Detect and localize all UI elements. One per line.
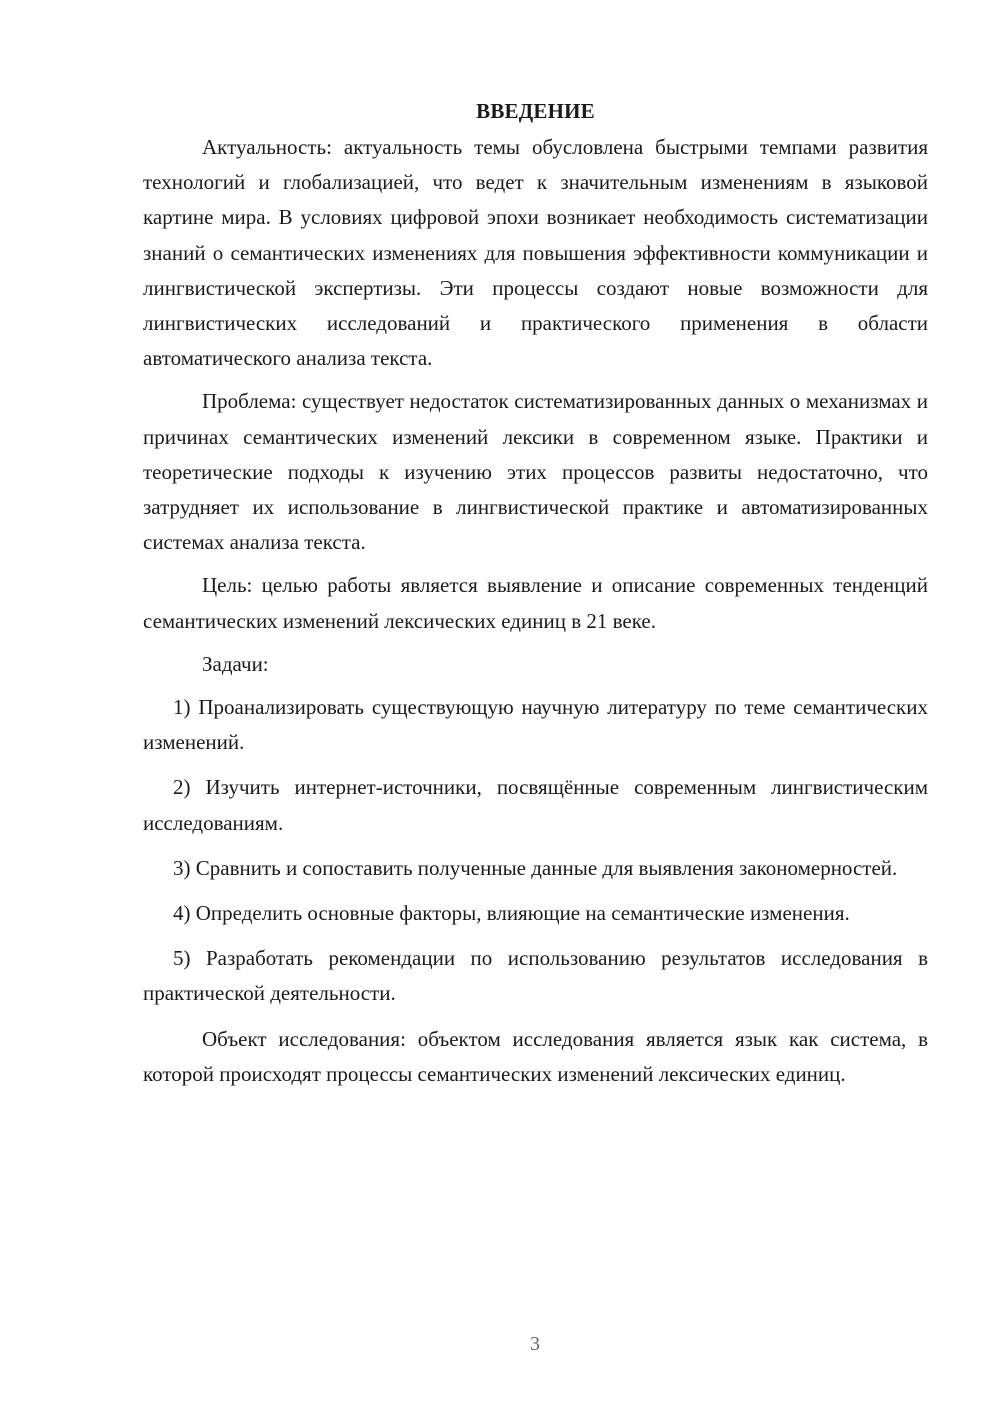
- problem-paragraph: Проблема: существует недостаток систематизированных данных о механизмах и причинах семантических изменений лексики в современном языке. Практики и теоретические подходы к изучению этих процессов развиты недостаточно, что затрудняет их использование в лингвистической практике и автоматизированных системах анализа текста.: [143, 389, 928, 555]
- task-item-2: 2) Изучить интернет-источники, посвящённые современным лингвистическим исследованиям.: [143, 775, 928, 835]
- task-item-1: 1) Проанализировать существующую научную литературу по теме семантических изменений.: [143, 695, 928, 755]
- task-item-4: 4) Определить основные факторы, влияющие на семантические изменения.: [173, 901, 850, 926]
- tasks-heading: Задачи:: [202, 651, 269, 676]
- object-paragraph: Объект исследования: объектом исследования является язык как система, в которой происходят процессы семантических изменений лексических единиц.: [143, 1026, 928, 1086]
- goal-paragraph: Цель: целью работы является выявление и описание современных тенденций семантических изменений лексических единиц в 21 веке.: [143, 573, 928, 633]
- relevance-paragraph: Актуальность: актуальность темы обусловлена быстрыми темпами развития технологий и глобализацией, что ведет к значительным изменениям в языковой картине мира. В условиях цифровой эпохи возникает необходимость систематизации знаний о семантических изменениях для повышения эффективности коммуникации и лингвистической экспертизы. Эти процессы создают новые возможности для лингвистических исследований и практического применения в области автоматического анализа текста.: [143, 135, 928, 371]
- section-title: ВВЕДЕНИЕ: [476, 99, 595, 123]
- task-item-3: 3) Сравнить и сопоставить полученные данные для выявления закономерностей.: [173, 855, 898, 880]
- task-item-5: 5) Разработать рекомендации по использованию результатов исследования в практической деятельности.: [143, 946, 928, 1006]
- page-number: 3: [530, 1333, 540, 1355]
- page-content: [143, 96, 928, 1100]
